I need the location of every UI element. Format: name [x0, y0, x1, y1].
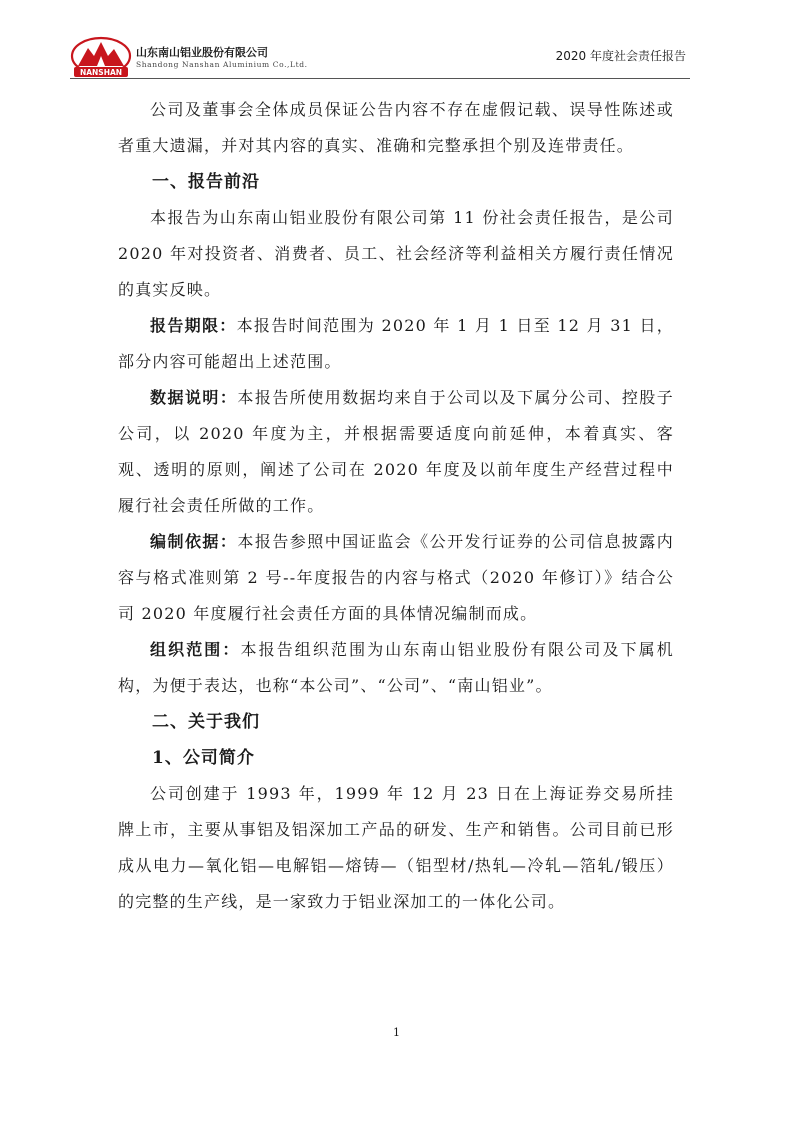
scope-label: 组织范围：	[150, 640, 241, 659]
basis-paragraph	[118, 524, 674, 632]
page-header	[70, 36, 690, 80]
report-title: 2020 年度社会责任报告	[555, 49, 686, 63]
company-name-cn: 山东南山铝业股份有限公司	[136, 46, 268, 59]
data-label: 数据说明：	[150, 388, 238, 407]
data-paragraph	[118, 380, 674, 524]
intro-paragraph: 公司创建于 1993 年，1999 年 12 月 23 日在上海证券交易所挂牌上市，主要从事铝及铝深加工产品的研发、生产和销售。公司目前已形成从电力—氧化铝—电解铝—熔铸—（铝型材/热轧—冷轧—箔轧/锻压）的完整的生产线，是一家致力于铝业深加工的一体化公司。	[118, 784, 674, 911]
basis-text: 本报告参照中国证监会《公开发行证券的公司信息披露内容与格式准则第 2 号--年度报告的内容与格式（2020 年修订）》结合公司 2020 年度履行社会责任方面的具体情况编制而成。	[118, 532, 674, 623]
scope-paragraph	[118, 632, 674, 704]
period-label: 报告期限：	[150, 316, 237, 335]
nanshan-logo	[70, 36, 132, 80]
preface-paragraph: 本报告为山东南山铝业股份有限公司第 11 份社会责任报告，是公司 2020 年对投资者、消费者、员工、社会经济等利益相关方履行责任情况的真实反映。	[118, 208, 674, 299]
scope-text: 本报告组织范围为山东南山铝业股份有限公司及下属机构，为便于表达，也称“本公司”、“公司”、“南山铝业”。	[118, 640, 674, 695]
subsection-heading-intro: 1、公司简介	[152, 748, 255, 768]
guarantee-paragraph: 公司及董事会全体成员保证公告内容不存在虚假记载、误导性陈述或者重大遗漏，并对其内容的真实、准确和完整承担个别及连带责任。	[118, 100, 674, 155]
page-number: 1	[393, 1026, 400, 1039]
header-divider	[70, 78, 690, 79]
page-content	[118, 92, 674, 920]
company-name-en: Shandong Nanshan Aluminium Co.,Ltd.	[136, 60, 308, 69]
data-text: 本报告所使用数据均来自于公司以及下属分公司、控股子公司，以 2020 年度为主，并根据需要适度向前延伸，本着真实、客观、透明的原则，阐述了公司在 2020 年度及以前年度生产经营过程中履行社会责任所做的工作。	[118, 388, 674, 515]
period-text: 本报告时间范围为 2020 年 1 月 1 日至 12 月 31 日，部分内容可能超出上述范围。	[118, 316, 674, 371]
period-paragraph	[118, 308, 674, 380]
section-heading-about: 二、关于我们	[152, 712, 260, 732]
basis-label: 编制依据：	[150, 532, 238, 551]
logo-text: NANSHAN	[79, 68, 123, 77]
section-heading-preface: 一、报告前沿	[152, 172, 260, 192]
